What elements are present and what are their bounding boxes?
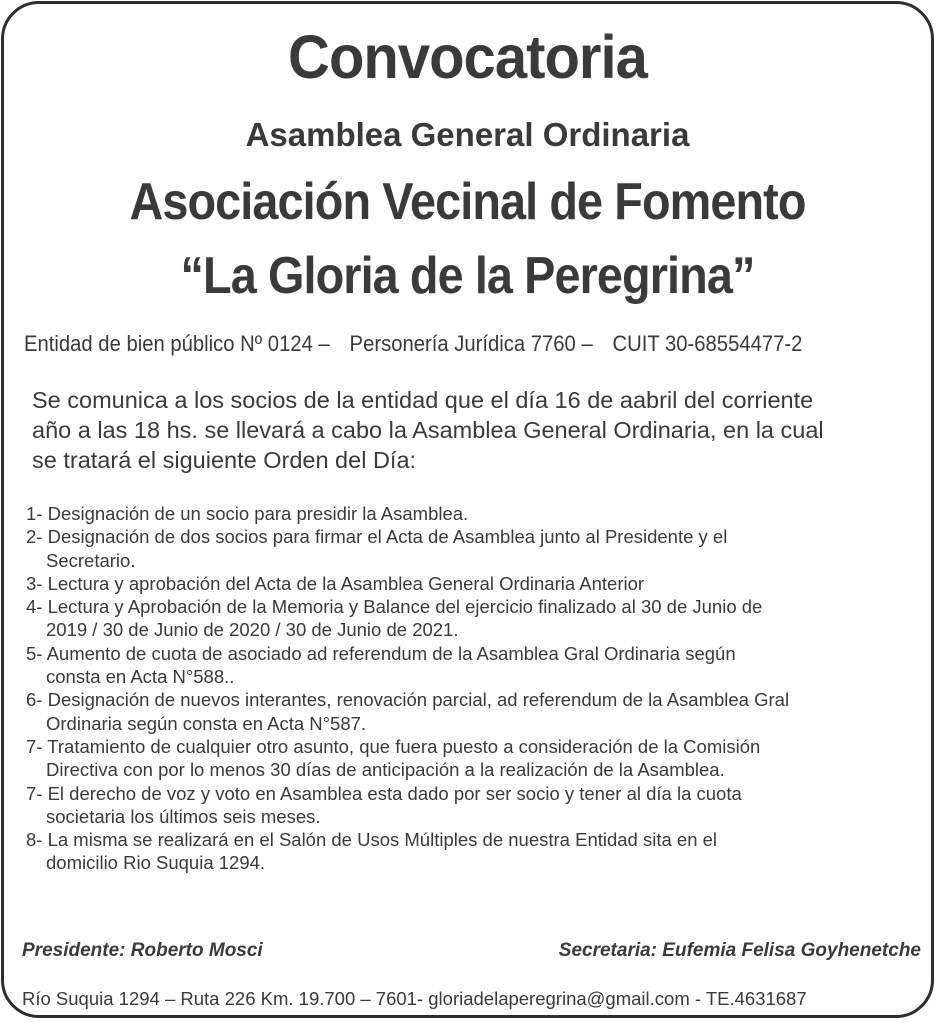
organization-nickname: “La Gloria de la Peregrina” — [180, 247, 755, 305]
organization-name: Asociación Vecinal de Fomento — [129, 173, 806, 231]
agenda-item — [26, 688, 926, 735]
agenda-item-text: 6- Designación de nuevos interantes, renovación parcial, ad referendum de la Asamblea Gral — [26, 689, 790, 711]
secretary-signature: Secretaria: Eufemia Felisa Goyhenetche — [558, 940, 921, 961]
agenda-item — [26, 502, 926, 525]
agenda-item-continuation: Secretario. — [46, 549, 136, 571]
agenda-item-text: 8- La misma se realizará en el Salón de Usos Múltiples de nuestra Entidad sita en el — [26, 829, 718, 851]
agenda-item-text: 7- Tratamiento de cualquier otro asunto, que fuera puesto a consideración de la Comisión — [26, 735, 761, 757]
notice-frame — [1, 1, 934, 1018]
agenda-item — [26, 595, 926, 642]
agenda-item — [26, 828, 926, 875]
agenda-item-continuation: Directiva con por lo menos 30 días de anticipación a la realización de la Asamblea. — [46, 759, 725, 781]
agenda-item-continuation: consta en Acta N°588.. — [46, 666, 235, 688]
intro-line: año a las 18 hs. se llevará a cabo la Asamblea General Ordinaria, en la cual — [32, 417, 824, 443]
president-signature: Presidente: Roberto Mosci — [22, 940, 263, 961]
agenda-item-continuation: societaria los últimos seis meses. — [46, 805, 321, 827]
entity-info — [24, 331, 802, 357]
cuit-number: CUIT 30-68554477-2 — [612, 331, 803, 356]
agenda-item-text: 2- Designación de dos socios para firmar el Acta de Asamblea junto al Presidente y el — [26, 526, 728, 548]
agenda-item-text: 7- El derecho de voz y voto en Asamblea esta dado por ser socio y tener al día la cuota — [26, 782, 742, 804]
agenda-item-continuation: Ordinaria según consta en Acta N°587. — [46, 712, 367, 734]
agenda-item — [26, 642, 926, 689]
notice-title: Convocatoria — [288, 23, 647, 91]
legal-personality: Personería Jurídica 7760 – — [349, 331, 593, 356]
agenda-item-text: 3- Lectura y aprobación del Acta de la Asamblea General Ordinaria Anterior — [26, 572, 645, 594]
agenda-item-text: 4- Lectura y Aprobación de la Memoria y Balance del ejercicio finalizado al 30 de Junio de — [26, 596, 763, 618]
intro-line: se tratará el siguiente Orden del Día: — [32, 447, 417, 473]
agenda-item-text: 1- Designación de un socio para presidir la Asamblea. — [26, 503, 469, 524]
agenda-item-text: 5- Aumento de cuota de asociado ad referendum de la Asamblea Gral Ordinaria según — [26, 642, 736, 664]
contact-footer: Río Suquia 1294 – Ruta 226 Km. 19.700 – 7601- gloriadelaperegrina@gmail.com - TE.4631687 — [22, 988, 807, 1009]
agenda-item-continuation: domicilio Rio Suquia 1294. — [46, 852, 266, 874]
intro-line: Se comunica a los socios de la entidad que el día 16 de aabril del corriente — [32, 387, 814, 413]
agenda-list — [26, 502, 926, 875]
assembly-subtitle: Asamblea General Ordinaria — [245, 116, 690, 153]
agenda-item-continuation: 2019 / 30 de Junio de 2020 / 30 de Junio de 2021. — [46, 619, 459, 641]
public-good-number: Entidad de bien público Nº 0124 – — [24, 331, 330, 356]
agenda-item — [26, 735, 926, 782]
agenda-item — [26, 572, 926, 595]
intro-paragraph — [32, 385, 927, 475]
agenda-item — [26, 525, 926, 572]
agenda-item — [26, 782, 926, 829]
